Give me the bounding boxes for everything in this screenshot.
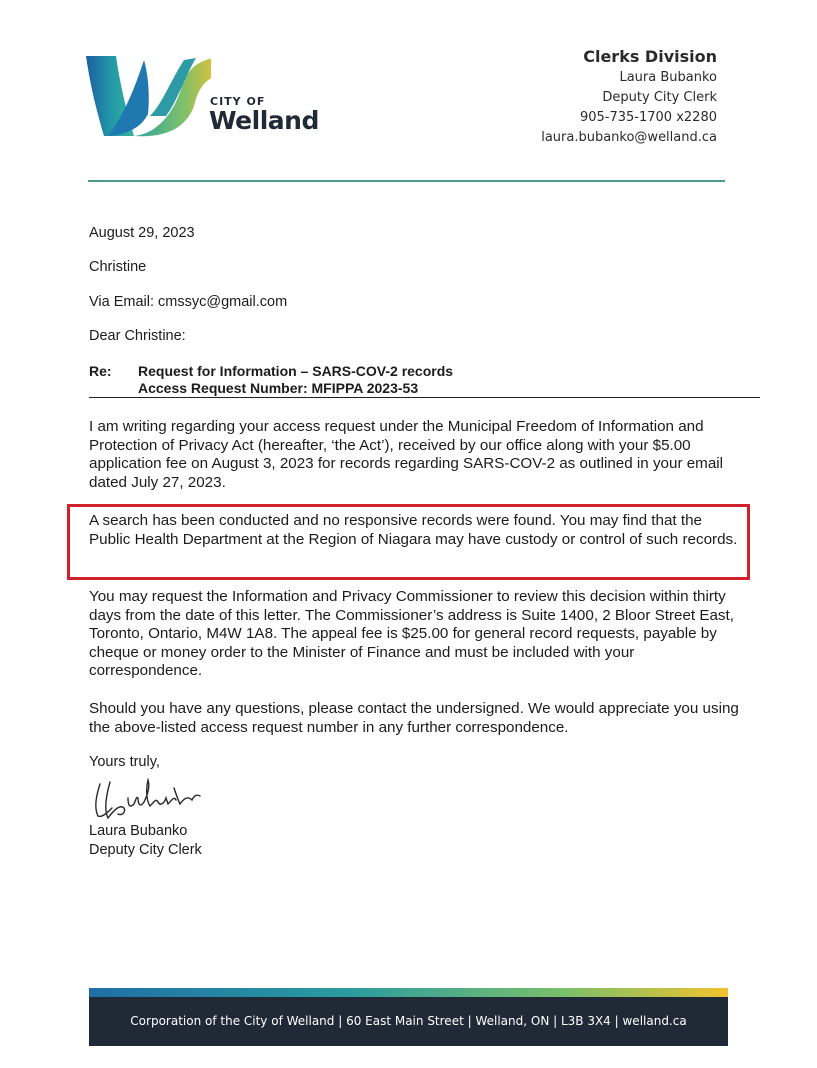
footer-text: Corporation of the City of Welland | 60 East Main Street | Welland, ON | L3B 3X4 | welland.ca <box>130 1014 687 1028</box>
header-divider <box>88 180 725 182</box>
paragraph-questions: Should you have any questions, please contact the undersigned. We would appreciate you using the above-listed access request number in any further correspondence. <box>89 700 739 736</box>
handwritten-signature <box>92 774 202 822</box>
contact-block <box>541 46 717 148</box>
re-request-number: Access Request Number: MFIPPA 2023-53 <box>138 380 419 396</box>
contact-title: Deputy City Clerk <box>602 90 717 105</box>
footer-gradient-stripe <box>89 988 728 997</box>
paragraph-appeal: You may request the Information and Privacy Commissioner to review this decision within thirty days from the date of this letter. The Commissioner’s address is Suite 1400, 2 Bloor Street East, Toronto, Ontario, M4W 1A8. The appeal fee is $25.00 for general record requests, payable by cheque or money order to the Minister of Finance and must be included with your correspondence. <box>89 588 734 679</box>
letter-via-email: Via Email: cmssyc@gmail.com <box>89 294 288 310</box>
contact-email: laura.bubanko@welland.ca <box>541 130 717 145</box>
contact-phone: 905-735-1700 x2280 <box>579 110 717 125</box>
signer-block <box>89 822 202 859</box>
division-name: Clerks Division <box>583 47 717 66</box>
letter-date: August 29, 2023 <box>89 225 195 241</box>
paragraph-search-result: A search has been conducted and no responsive records were found. You may find that the Public Health Department at the Region of Niagara may have custody or control of such records. <box>89 512 738 548</box>
re-subject: Request for Information – SARS-COV-2 records <box>138 363 454 379</box>
closing: Yours truly, <box>89 754 160 770</box>
footer-bar <box>89 988 728 1046</box>
letter-recipient: Christine <box>89 259 147 275</box>
letter-salutation: Dear Christine: <box>89 328 186 344</box>
subject-underline <box>89 397 760 398</box>
signer-name: Laura Bubanko <box>89 823 188 839</box>
city-of-welland-logo <box>86 54 331 140</box>
logo-welland-text: Welland <box>209 106 319 135</box>
signer-title: Deputy City Clerk <box>89 841 202 858</box>
re-label: Re: <box>89 363 112 379</box>
welland-w-mark-icon <box>86 54 211 138</box>
contact-name: Laura Bubanko <box>619 70 717 85</box>
paragraph-intro: I am writing regarding your access request under the Municipal Freedom of Information and Protection of Privacy Act (hereafter, ‘the Act’), received by our office along with your $5.00 application fee on August 3, 2023 for records regarding SARS-COV-2 as outlined in your email dated July 27, 2023. <box>89 418 724 491</box>
logo-city-of-text: CITY OF <box>210 95 266 108</box>
